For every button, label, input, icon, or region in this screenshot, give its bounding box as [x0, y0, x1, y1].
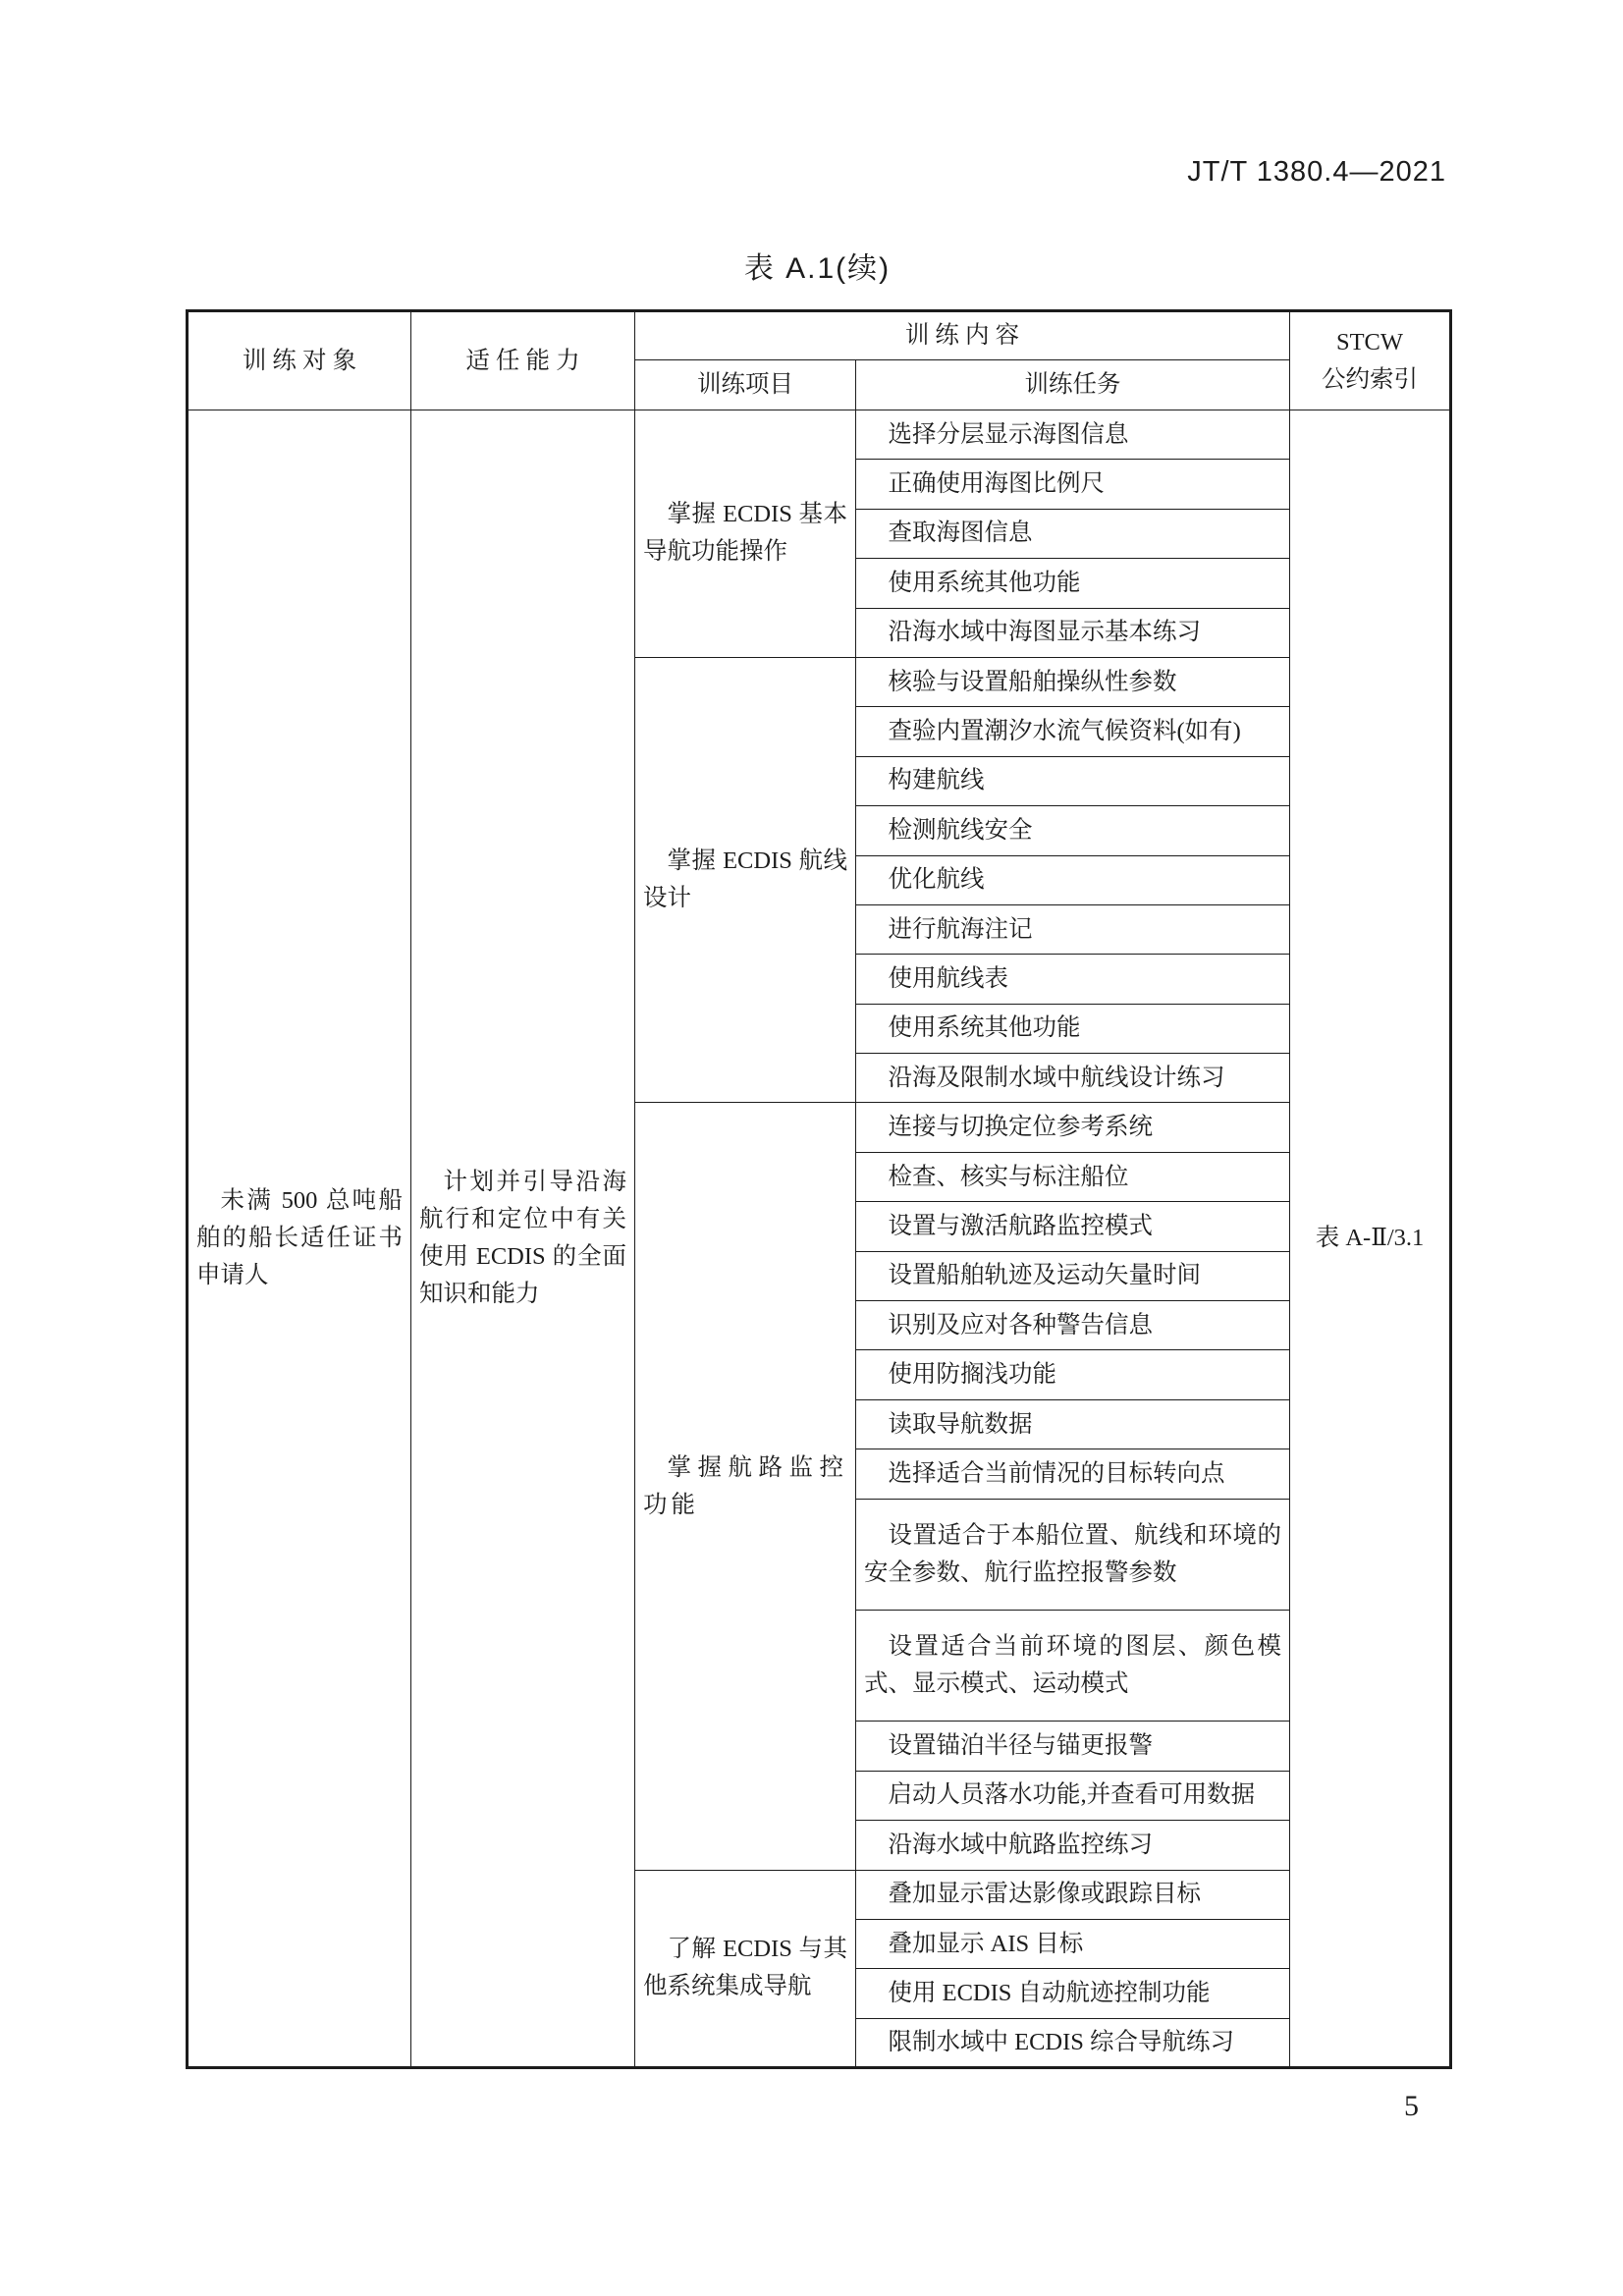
table-title: 表 A.1(续) [743, 252, 892, 285]
training-task-cell: 查验内置潮汐水流气候资料(如有) [856, 707, 1290, 756]
training-task-cell: 优化航线 [856, 855, 1290, 904]
header-trainee: 训 练 对 象 [188, 311, 411, 410]
training-task-cell: 沿海及限制水域中航线设计练习 [856, 1054, 1290, 1103]
training-table [186, 309, 1452, 2069]
training-task-cell: 正确使用海图比例尺 [856, 460, 1290, 509]
header-competence: 适 任 能 力 [411, 311, 635, 410]
training-item-cell: 掌握航路监控功能 [635, 1103, 856, 1870]
table-header-row [188, 311, 1451, 360]
training-task-cell: 设置适合于本船位置、航线和环境的安全参数、航行监控报警参数 [856, 1499, 1290, 1610]
training-task-cell: 连接与切换定位参考系统 [856, 1103, 1290, 1152]
training-task-cell: 核验与设置船舶操纵性参数 [856, 657, 1290, 706]
header-training-task: 训练任务 [856, 360, 1290, 410]
header-training-content: 训 练 内 容 [635, 311, 1290, 360]
page-number: 5 [1404, 2090, 1419, 2122]
training-task-cell: 设置船舶轨迹及运动矢量时间 [856, 1251, 1290, 1300]
training-task-cell: 叠加显示雷达影像或跟踪目标 [856, 1870, 1290, 1919]
standard-code: JT/T 1380.4—2021 [1187, 156, 1446, 188]
stcw-reference-cell: 表 A-Ⅱ/3.1 [1290, 410, 1451, 2068]
training-item-cell: 了解 ECDIS 与其他系统集成导航 [635, 1870, 856, 2068]
competence-cell: 计划并引导沿海航行和定位中有关使用 ECDIS 的全面知识和能力 [411, 410, 635, 2068]
training-task-cell: 进行航海注记 [856, 904, 1290, 954]
training-task-cell: 叠加显示 AIS 目标 [856, 1919, 1290, 1968]
header-training-item: 训练项目 [635, 360, 856, 410]
trainee-cell: 未满 500 总吨船舶的船长适任证书申请人 [188, 410, 411, 2068]
training-task-cell: 使用系统其他功能 [856, 559, 1290, 608]
table-row [188, 410, 1451, 460]
training-task-cell: 限制水域中 ECDIS 综合导航练习 [856, 2018, 1290, 2067]
training-task-cell: 识别及应对各种警告信息 [856, 1301, 1290, 1350]
training-task-cell: 沿海水域中航路监控练习 [856, 1821, 1290, 1870]
training-item-cell: 掌握 ECDIS 基本导航功能操作 [635, 410, 856, 658]
header-stcw-reference [1290, 311, 1451, 410]
training-task-cell: 使用 ECDIS 自动航迹控制功能 [856, 1969, 1290, 2018]
training-task-cell: 查取海图信息 [856, 509, 1290, 558]
training-task-cell: 检查、核实与标注船位 [856, 1152, 1290, 1201]
training-task-cell: 设置适合当前环境的图层、颜色模式、显示模式、运动模式 [856, 1610, 1290, 1721]
training-task-cell: 使用系统其他功能 [856, 1004, 1290, 1053]
header-stcw-label: STCW [1335, 328, 1404, 355]
training-task-cell: 选择适合当前情况的目标转向点 [856, 1449, 1290, 1499]
training-task-cell: 读取导航数据 [856, 1399, 1290, 1449]
training-task-cell: 使用航线表 [856, 955, 1290, 1004]
training-task-cell: 检测航线安全 [856, 806, 1290, 855]
training-item-cell: 掌握 ECDIS 航线设计 [635, 657, 856, 1103]
training-task-cell: 选择分层显示海图信息 [856, 410, 1290, 460]
training-task-cell: 使用防搁浅功能 [856, 1350, 1290, 1399]
training-task-cell: 设置锚泊半径与锚更报警 [856, 1722, 1290, 1771]
header-convention-index-label: 公约索引 [1322, 365, 1418, 393]
training-task-cell: 构建航线 [856, 756, 1290, 805]
training-task-cell: 启动人员落水功能,并查看可用数据 [856, 1771, 1290, 1820]
training-task-cell: 设置与激活航路监控模式 [856, 1202, 1290, 1251]
training-task-cell: 沿海水域中海图显示基本练习 [856, 608, 1290, 657]
